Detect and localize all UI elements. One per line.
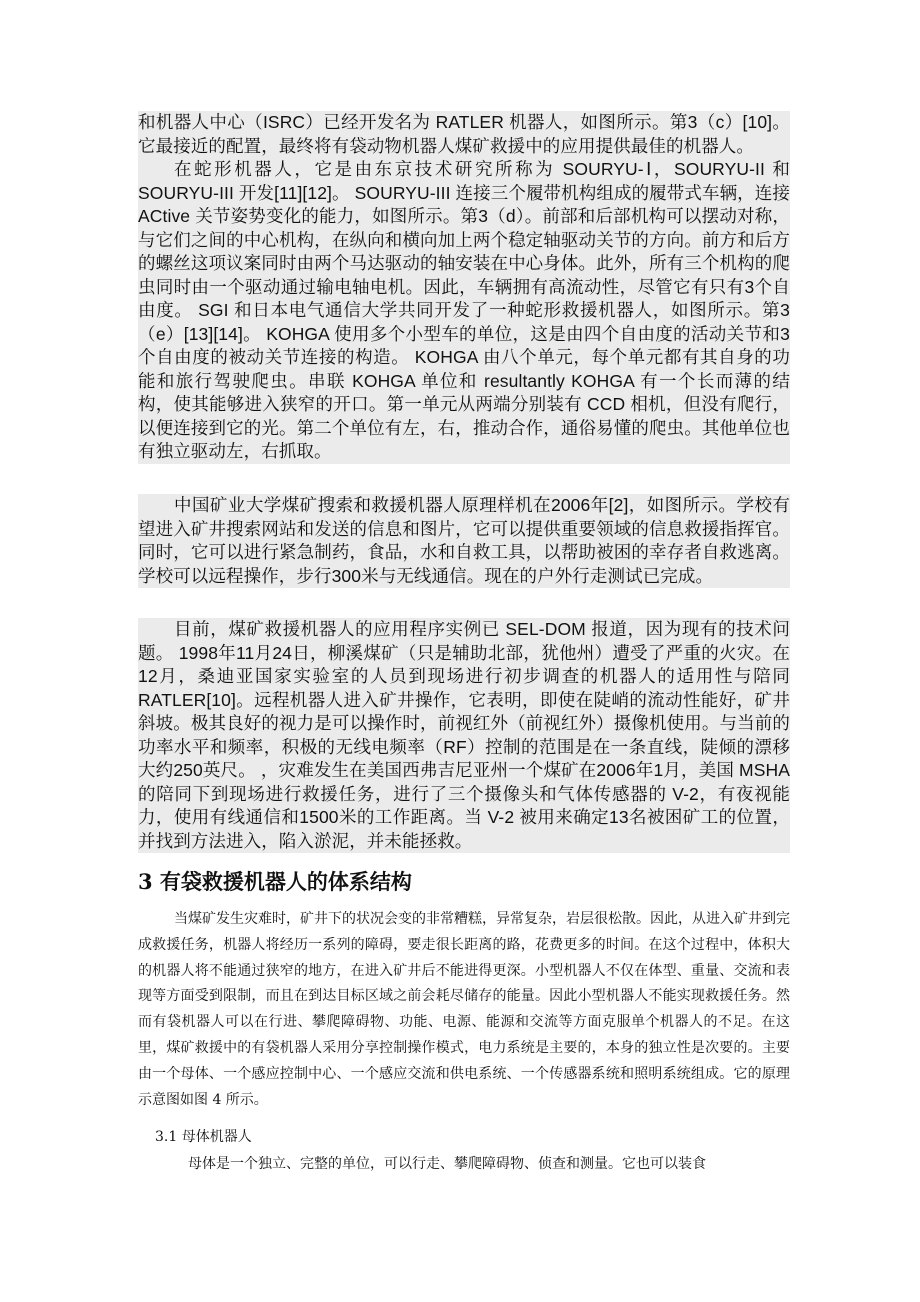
paragraph-applications: 目前，煤矿救援机器人的应用程序实例已 SEL-DOM 报道，因为现有的技术问题。 1998年11月24日，柳溪煤矿（只是辅助北部，犹他州）遭受了严重的火灾。在12月，桑迪亚国家实验室的人员到现场进行初步调查的机器人的适用性与陪同 RATLER[10]。远程机器人进入矿井操作，它表明，即使在陡峭的流动性能好，矿井斜坡。极其良好的视力是可以操作时，前视红外（前视红外）摄像机使用。与当前的功率水平和频率，积极的无线电频率（RF）控制的范围是在一条直线，陡倾的漂移大约250英尺。 ，灾难发生在美国西弗吉尼亚州一个煤矿在2006年1月，美国 MSHA 的陪同下到现场进行救援任务，进行了三个摄像头和气体传感器的 V-2，有夜视能力，使用有线通信和1500米的工作距离。当 V-2 被用来确定13名被困矿工的位置，并找到方法进入，陷入淤泥，并未能拯救。 (138, 619, 790, 851)
paragraph-snake-robots: 在蛇形机器人，它是由东京技术研究所称为 SOURYU-Ⅰ，SOURYU-II 和 SOURYU-III 开发[11][12]。 SOURYU-III 连接三个履带机构组成的履带式车辆，连接 ACtive 关节姿势变化的能力，如图所示。第3（d）。前部和后部机构可以摆动对称，与它们之间的中心机构，在纵向和横向加上两个稳定轴驱动关节的方向。前方和后方的螺丝这项议案同时由两个马达驱动的轴安装在中心身体。此外，所有三个机构的爬虫同时由一个驱动通过输电轴电机。因此，车辆拥有高流动性，尽管它有只有3个自由度。 SGI 和日本电气通信大学共同开发了一种蛇形救援机器人，如图所示。第3（e）[13][14]。 KOHGA 使用多个小型车的单位，这是由四个自由度的活动关节和3个自由度的被动关节连接的构造。 KOHGA 由八个单元，每个单元都有其自身的功能和旅行驾驶爬虫。串联 KOHGA 单位和 resultantly KOHGA 有一个长而薄的结构，使其能够进入狭窄的开口。第一单元从两端分别装有 CCD 相机，但没有爬行，以便连接到它的光。第二个单位有左，右，推动合作，通俗易懂的爬虫。其他单位也有独立驱动左，右抓取。 (138, 159, 790, 461)
highlighted-block-robots (138, 111, 790, 464)
highlighted-block-applications (138, 618, 790, 853)
section-heading: 3 有袋救援机器人的体系结构 (138, 869, 412, 894)
subsection-heading: 3.1 母体机器人 (155, 1129, 252, 1145)
highlighted-block-cumt (138, 494, 790, 588)
subsection-paragraph: 母体是一个独立、完整的单位，可以行走、攀爬障碍物、侦查和测量。它也可以装食 (188, 1156, 706, 1172)
paragraph-ratler: 和机器人中心（ISRC）已经开发名为 RATLER 机器人，如图所示。第3（c）[10]。它最接近的配置，最终将有袋动物机器人煤矿救援中的应用提供最佳的机器人。 (138, 112, 790, 156)
section-paragraph: 当煤矿发生灾难时，矿井下的状况会变的非常糟糕，异常复杂，岩层很松散。因此，从进入矿井到完成救援任务，机器人将经历一系列的障碍，要走很长距离的路，花费更多的时间。在这个过程中，体积大的机器人将不能通过狭窄的地方，在进入矿井后不能进得更深。小型机器人不仅在体型、重量、交流和表现等方面受到限制，而且在到达目标区域之前会耗尽储存的能量。因此小型机器人不能实现救援任务。然而有袋机器人可以在行进、攀爬障碍物、功能、电源、能源和交流等方面克服单个机器人的不足。在这里，煤矿救援中的有袋机器人采用分享控制操作模式，电力系统是主要的，本身的独立性是次要的。主要由一个母体、一个感应控制中心、一个感应交流和供电系统、一个传感器系统和照明系统组成。它的原理示意图如图 4 所示。 (138, 911, 790, 1108)
paragraph-cumt-prototype: 中国矿业大学煤矿搜索和救援机器人原理样机在2006年[2]，如图所示。学校有望进入矿井搜索网站和发送的信息和图片，它可以提供重要领域的信息救援指挥官。同时，它可以进行紧急制药，食品，水和自救工具，以帮助被困的幸存者自救逃离。学校可以远程操作，步行300米与无线通信。现在的户外行走测试已完成。 (138, 495, 790, 586)
